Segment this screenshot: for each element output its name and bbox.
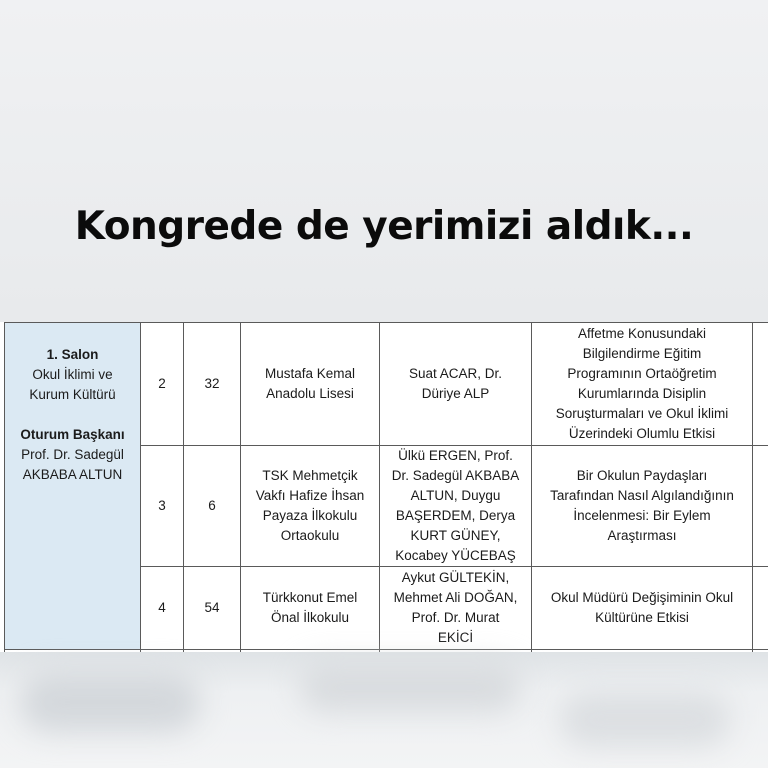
paper-title-cell: Affetme Konusundaki Bilgilendirme Eğitim Programının Ortaöğretim Kurumlarında Disiplin Soruşturmaları ve Okul İklimi Üzerindeki Olumlu Etkisi bbox=[532, 323, 753, 446]
session-topic-line: Kurum Kültürü bbox=[29, 387, 116, 402]
order-cell: 2 bbox=[141, 323, 184, 446]
authors-cell: Aykut GÜLTEKİN, Mehmet Ali DOĞAN, Prof. Dr. Murat EKİCİ bbox=[380, 567, 532, 650]
blurred-background-bottom bbox=[0, 652, 768, 768]
document-screenshot bbox=[0, 322, 768, 652]
number-cell: 32 bbox=[184, 323, 241, 446]
paper-title-cell: Bir Okulun Paydaşları Tarafından Nasıl Algılandığının İncelenmesi: Bir Eylem Araştırması bbox=[532, 446, 753, 567]
paper-title-cell: Okul Müdürü Değişiminin Okul Kültürüne Etkisi bbox=[532, 567, 753, 650]
number-cell: 6 bbox=[184, 446, 241, 567]
order-cell: 4 bbox=[141, 567, 184, 650]
extra-cell bbox=[753, 567, 768, 650]
session-topic-line: Okul İklimi ve bbox=[32, 367, 113, 382]
session-title: 1. Salon bbox=[46, 347, 99, 362]
extra-cell bbox=[753, 446, 768, 567]
table-row bbox=[5, 323, 768, 446]
school-cell: TSK Mehmetçik Vakfı Hafize İhsan Payaza İlkokulu Ortaokulu bbox=[241, 446, 380, 567]
session-cell bbox=[5, 323, 141, 650]
background-top bbox=[0, 0, 768, 322]
chair-name-line: Prof. Dr. Sadegül bbox=[21, 447, 124, 462]
authors-cell: Suat ACAR, Dr. Düriye ALP bbox=[380, 323, 532, 446]
extra-cell bbox=[753, 323, 768, 446]
schedule-table bbox=[4, 322, 768, 652]
order-cell: 3 bbox=[141, 446, 184, 567]
school-cell: Mustafa Kemal Anadolu Lisesi bbox=[241, 323, 380, 446]
school-cell: Türkkonut Emel Önal İlkokulu bbox=[241, 567, 380, 650]
chair-name-line: AKBABA ALTUN bbox=[22, 467, 123, 482]
headline: Kongrede de yerimizi aldık... bbox=[74, 204, 694, 249]
authors-cell: Ülkü ERGEN, Prof. Dr. Sadegül AKBABA ALTUN, Duygu BAŞERDEM, Derya KURT GÜNEY, Kocabey YÜCEBAŞ bbox=[380, 446, 532, 567]
chair-label: Oturum Başkanı bbox=[20, 427, 125, 442]
number-cell: 54 bbox=[184, 567, 241, 650]
